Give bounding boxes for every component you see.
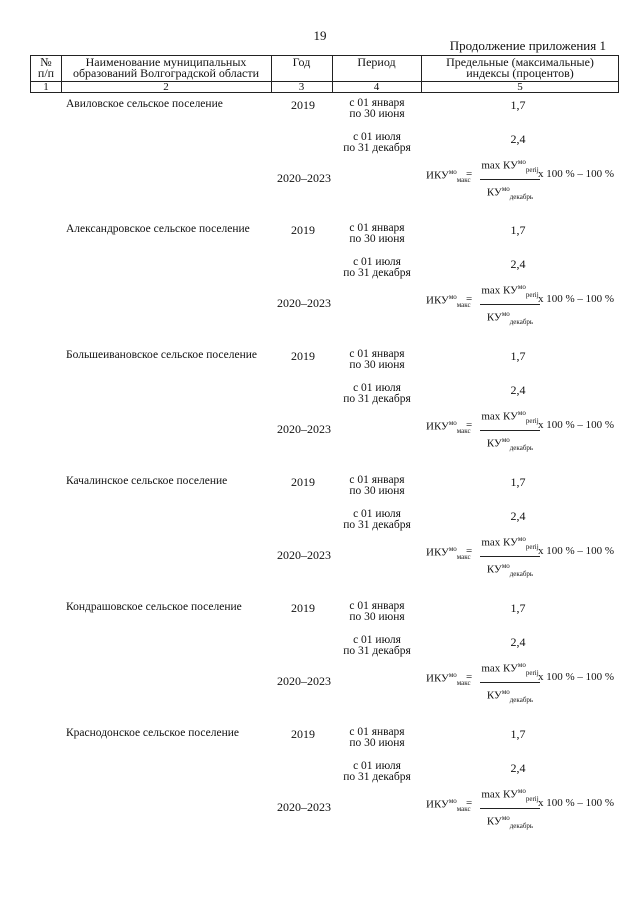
period-end: по 31 декабря bbox=[343, 519, 411, 531]
formula-lhs: $ИКУ^{мо}_{макс}$ bbox=[426, 419, 471, 435]
header-num-3: 3 bbox=[298, 81, 305, 93]
year-cell: 2019 bbox=[291, 475, 315, 489]
header-col-name-line2: образований Волгоградской области bbox=[72, 66, 260, 80]
period-end: по 30 июня bbox=[349, 611, 405, 623]
period-start: с 01 января bbox=[349, 348, 405, 360]
formula-numerator: $\max КУ^{мо}_{perij}$ bbox=[481, 535, 539, 551]
page-number: 19 bbox=[313, 28, 327, 43]
formula-fraction bbox=[480, 533, 540, 580]
formula-equals: = bbox=[466, 419, 473, 431]
period-start: с 01 июля bbox=[353, 508, 401, 520]
fraction-bar bbox=[480, 179, 540, 180]
formula-tail: х 100 % – 100 % bbox=[538, 419, 615, 431]
municipality-name: Качалинское сельское поселение bbox=[66, 475, 228, 487]
index-formula bbox=[426, 156, 626, 201]
index-value: 1,7 bbox=[510, 223, 526, 237]
index-value: 2,4 bbox=[510, 509, 526, 523]
index-formula bbox=[426, 281, 626, 326]
period-end: по 31 декабря bbox=[343, 645, 411, 657]
header-num-4: 4 bbox=[373, 81, 380, 93]
period-cell bbox=[334, 475, 420, 497]
year-cell: 2019 bbox=[291, 98, 315, 112]
period-cell bbox=[334, 761, 420, 783]
index-value: 2,4 bbox=[510, 257, 526, 271]
year-cell: 2019 bbox=[291, 223, 315, 237]
period-start: с 01 января bbox=[349, 222, 405, 234]
period-start: с 01 января bbox=[349, 600, 405, 612]
header-num-1: 1 bbox=[43, 81, 49, 93]
period-cell bbox=[334, 223, 420, 245]
period-end: по 30 июня bbox=[349, 737, 405, 749]
formula-fraction bbox=[480, 785, 540, 832]
continuation-note: Продолжение приложения 1 bbox=[449, 38, 606, 53]
municipality-name: Краснодонское сельское поселение bbox=[66, 727, 240, 739]
year-range-cell: 2020–2023 bbox=[277, 548, 331, 562]
year-cell: 2019 bbox=[291, 727, 315, 741]
period-start: с 01 января bbox=[349, 97, 405, 109]
year-range-cell: 2020–2023 bbox=[277, 171, 331, 185]
period-start: с 01 июля bbox=[353, 634, 401, 646]
period-start: с 01 июля bbox=[353, 760, 401, 772]
formula-lhs: $ИКУ^{мо}_{макс}$ bbox=[426, 671, 471, 687]
formula-lhs: $ИКУ^{мо}_{макс}$ bbox=[426, 168, 471, 184]
year-range-cell: 2020–2023 bbox=[277, 296, 331, 310]
formula-tail: х 100 % – 100 % bbox=[538, 293, 615, 305]
period-end: по 30 июня bbox=[349, 485, 405, 497]
header-col-number-line2: п/п bbox=[37, 66, 55, 80]
formula-numerator: $\max КУ^{мо}_{perij}$ bbox=[481, 283, 539, 299]
year-cell: 2019 bbox=[291, 349, 315, 363]
period-cell bbox=[334, 257, 420, 279]
index-value: 1,7 bbox=[510, 475, 526, 489]
formula-numerator: $\max КУ^{мо}_{perij}$ bbox=[481, 158, 539, 174]
formula-tail: х 100 % – 100 % bbox=[538, 671, 615, 683]
period-start: с 01 января bbox=[349, 474, 405, 486]
period-cell bbox=[334, 601, 420, 623]
formula-equals: = bbox=[466, 293, 473, 305]
index-value: 1,7 bbox=[510, 727, 526, 741]
index-value: 2,4 bbox=[510, 761, 526, 775]
formula-denominator: $КУ^{мо}_{декабрь}$ bbox=[486, 687, 534, 704]
formula-fraction bbox=[480, 407, 540, 454]
municipality-name: Большеивановское сельское поселение bbox=[66, 349, 258, 361]
index-value: 1,7 bbox=[510, 349, 526, 363]
header-col-number bbox=[31, 57, 61, 79]
table-header bbox=[30, 55, 619, 93]
formula-denominator: $КУ^{мо}_{декабрь}$ bbox=[486, 813, 534, 830]
index-formula bbox=[426, 533, 626, 578]
fraction-bar bbox=[480, 430, 540, 431]
period-cell bbox=[334, 383, 420, 405]
formula-denominator: $КУ^{мо}_{декабрь}$ bbox=[486, 309, 534, 326]
municipality-name: Кондрашовское сельское поселение bbox=[66, 601, 242, 613]
fraction-bar bbox=[480, 304, 540, 305]
header-col-index-line1: Предельные (максимальные) bbox=[446, 55, 594, 69]
period-cell bbox=[334, 132, 420, 154]
period-end: по 30 июня bbox=[349, 233, 405, 245]
header-col-index bbox=[421, 57, 619, 79]
formula-equals: = bbox=[466, 671, 473, 683]
header-col-period: Период bbox=[357, 55, 396, 69]
formula-lhs: $ИКУ^{мо}_{макс}$ bbox=[426, 797, 471, 813]
period-start: с 01 июля bbox=[353, 256, 401, 268]
formula-tail: х 100 % – 100 % bbox=[538, 168, 615, 180]
formula-tail: х 100 % – 100 % bbox=[538, 797, 615, 809]
formula-numerator: $\max КУ^{мо}_{perij}$ bbox=[481, 409, 539, 425]
period-end: по 31 декабря bbox=[343, 267, 411, 279]
index-value: 2,4 bbox=[510, 635, 526, 649]
index-value: 2,4 bbox=[510, 383, 526, 397]
index-value: 1,7 bbox=[510, 601, 526, 615]
formula-equals: = bbox=[466, 797, 473, 809]
formula-denominator: $КУ^{мо}_{декабрь}$ bbox=[486, 435, 534, 452]
formula-lhs: $ИКУ^{мо}_{макс}$ bbox=[426, 545, 471, 561]
header-col-name bbox=[61, 57, 271, 79]
header-col-year: Год bbox=[292, 55, 311, 69]
period-cell bbox=[334, 349, 420, 371]
formula-fraction bbox=[480, 156, 540, 203]
header-col-index-line2: индексы (процентов) bbox=[466, 66, 574, 80]
period-cell bbox=[334, 509, 420, 531]
fraction-bar bbox=[480, 808, 540, 809]
period-start: с 01 января bbox=[349, 726, 405, 738]
period-start: с 01 июля bbox=[353, 382, 401, 394]
formula-denominator: $КУ^{мо}_{декабрь}$ bbox=[486, 561, 534, 578]
period-end: по 31 декабря bbox=[343, 393, 411, 405]
year-range-cell: 2020–2023 bbox=[277, 800, 331, 814]
municipality-name: Авиловское сельское поселение bbox=[66, 98, 223, 110]
header-num-2: 2 bbox=[163, 81, 169, 93]
period-end: по 31 декабря bbox=[343, 771, 411, 783]
formula-equals: = bbox=[466, 545, 473, 557]
period-cell bbox=[334, 98, 420, 120]
period-end: по 31 декабря bbox=[343, 142, 411, 154]
header-num-5: 5 bbox=[517, 81, 523, 93]
period-end: по 30 июня bbox=[349, 359, 405, 371]
index-formula bbox=[426, 785, 626, 830]
index-value: 1,7 bbox=[510, 98, 526, 112]
formula-fraction bbox=[480, 659, 540, 706]
period-cell bbox=[334, 727, 420, 749]
index-formula bbox=[426, 407, 626, 452]
formula-numerator: $\max КУ^{мо}_{perij}$ bbox=[481, 787, 539, 803]
index-formula bbox=[426, 659, 626, 704]
header-col-number-line1: № bbox=[40, 55, 52, 69]
year-cell: 2019 bbox=[291, 601, 315, 615]
year-range-cell: 2020–2023 bbox=[277, 422, 331, 436]
index-value: 2,4 bbox=[510, 132, 526, 146]
year-range-cell: 2020–2023 bbox=[277, 674, 331, 688]
formula-denominator: $КУ^{мо}_{декабрь}$ bbox=[486, 184, 534, 201]
fraction-bar bbox=[480, 682, 540, 683]
header-col-name-line1: Наименование муниципальных bbox=[85, 55, 247, 69]
formula-tail: х 100 % – 100 % bbox=[538, 545, 615, 557]
fraction-bar bbox=[480, 556, 540, 557]
period-start: с 01 июля bbox=[353, 131, 401, 143]
municipality-name: Александровское сельское поселение bbox=[66, 223, 250, 235]
formula-equals: = bbox=[466, 168, 473, 180]
formula-numerator: $\max КУ^{мо}_{perij}$ bbox=[481, 661, 539, 677]
period-cell bbox=[334, 635, 420, 657]
period-end: по 30 июня bbox=[349, 108, 405, 120]
formula-lhs: $ИКУ^{мо}_{макс}$ bbox=[426, 293, 471, 309]
formula-fraction bbox=[480, 281, 540, 328]
